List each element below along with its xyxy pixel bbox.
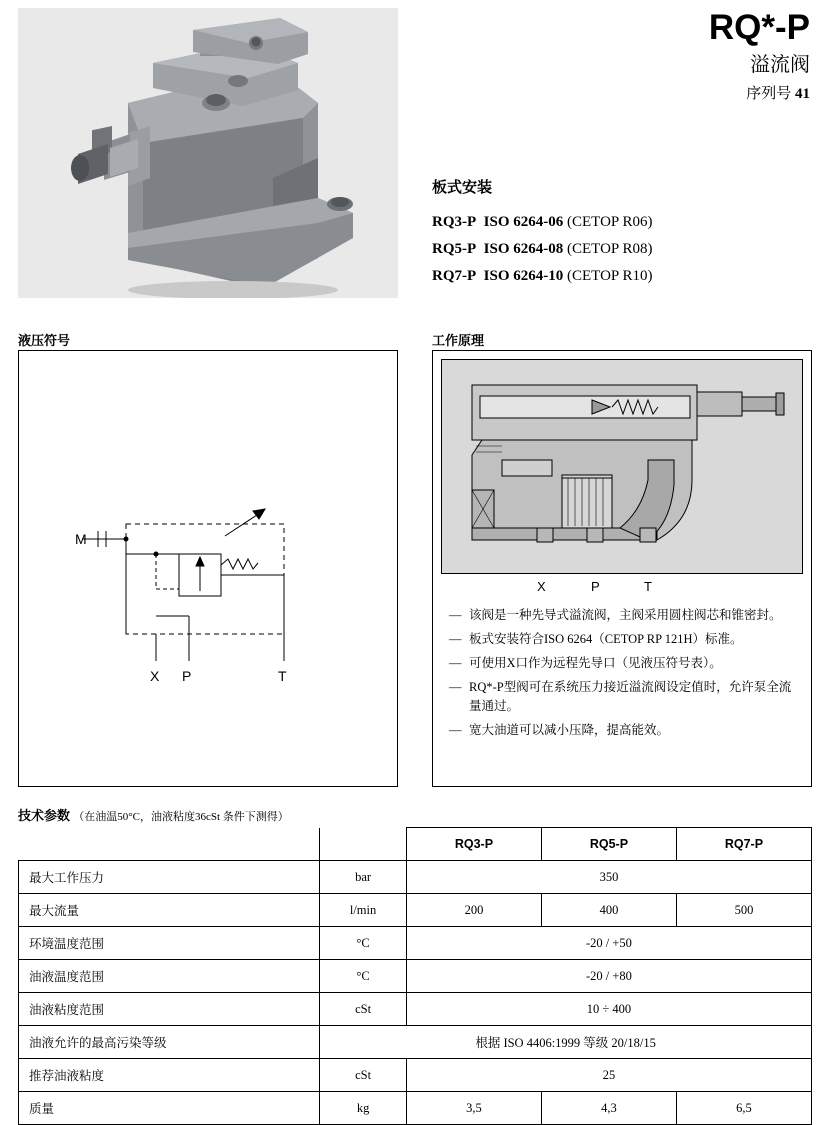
title-block <box>410 8 810 106</box>
working-principle-box <box>432 350 812 787</box>
row-value-all: -20 / +50 <box>406 927 811 960</box>
symbol-section-label: 液压符号 <box>18 333 71 348</box>
mounting-row <box>432 209 652 236</box>
principle-section-label: 工作原理 <box>432 333 485 348</box>
row-unit: cSt <box>320 993 407 1026</box>
row-label: 质量 <box>19 1092 320 1125</box>
list-item <box>447 678 799 716</box>
mounting-row <box>432 263 652 290</box>
bullet-text: 板式安装符合ISO 6264（CETOP RP 121H）标准。 <box>469 632 743 646</box>
row-label: 油液温度范围 <box>19 960 320 993</box>
row-value-rq5p: 400 <box>541 894 676 927</box>
row-unit: kg <box>320 1092 407 1125</box>
mounting-block <box>432 175 652 290</box>
bullet-text: 该阀是一种先导式溢流阀，主阀采用圆柱阀芯和锥密封。 <box>469 608 782 622</box>
row-value-all: 25 <box>406 1059 811 1092</box>
bullet-dash: — <box>449 608 462 622</box>
cutaway-port-x-label: X <box>537 579 546 594</box>
mounting-cetop: (CETOP R06) <box>567 214 653 230</box>
row-unit: l/min <box>320 894 407 927</box>
bullet-text: 可使用X口作为远程先导口（见液压符号表）。 <box>469 656 722 670</box>
bullet-dash: — <box>449 680 462 694</box>
principle-bullet-list <box>447 606 799 745</box>
table-header-row <box>19 828 812 861</box>
row-unit: cSt <box>320 1059 407 1092</box>
page-title: RQ*-P <box>708 8 810 47</box>
table-row <box>19 927 812 960</box>
tech-params-note: （在油温50°C，油液粘度36cSt 条件下测得） <box>73 811 289 823</box>
bullet-dash: — <box>449 632 462 646</box>
bullet-text: 宽大油道可以减小压降，提高能效。 <box>469 723 670 737</box>
table-row <box>19 960 812 993</box>
cutaway-port-t-label: T <box>644 579 652 594</box>
row-label: 油液允许的最高污染等级 <box>19 1026 320 1059</box>
row-value-rq7p: 6,5 <box>676 1092 811 1125</box>
mounting-row <box>432 236 652 263</box>
valve-cutaway-drawing <box>441 359 803 574</box>
tech-params-title: 技术参数 <box>18 808 71 823</box>
mounting-model: RQ3-P <box>432 214 477 230</box>
valve-photo-svg <box>18 8 398 298</box>
symbol-port-m-label: M <box>75 531 87 547</box>
row-label: 推荐油液粘度 <box>19 1059 320 1092</box>
mounting-model: RQ5-P <box>432 241 477 257</box>
table-row <box>19 1059 812 1092</box>
mounting-iso: ISO 6264-06 <box>483 214 564 230</box>
row-label: 最大工作压力 <box>19 861 320 894</box>
bullet-text: RQ*-P型阀可在系统压力接近溢流阀设定值时，允许泵全流量通过。 <box>469 680 792 713</box>
table-row <box>19 1026 812 1059</box>
table-header-blank <box>19 828 320 861</box>
serial-line <box>410 82 810 106</box>
row-value-rq3p: 3,5 <box>406 1092 541 1125</box>
column-header-rq3p: RQ3-P <box>406 828 541 861</box>
list-item <box>447 606 799 625</box>
page-header <box>0 0 830 310</box>
hydraulic-symbol-diagram <box>19 351 397 786</box>
symbol-port-p-label: P <box>182 668 192 684</box>
product-photo-image <box>18 8 398 298</box>
cutaway-port-p-label: P <box>591 579 600 594</box>
row-unit: °C <box>320 927 407 960</box>
table-row <box>19 993 812 1026</box>
column-header-rq5p: RQ5-P <box>541 828 676 861</box>
row-value-rq7p: 500 <box>676 894 811 927</box>
row-unit: °C <box>320 960 407 993</box>
row-value-rq3p: 200 <box>406 894 541 927</box>
valve-cutaway-svg <box>442 360 802 573</box>
mounting-title: 板式安装 <box>432 180 493 196</box>
list-item <box>447 630 799 649</box>
list-item <box>447 721 799 740</box>
table-row <box>19 1092 812 1125</box>
table-row <box>19 894 812 927</box>
symbol-port-t-label: T <box>278 668 287 684</box>
row-unit: bar <box>320 861 407 894</box>
bullet-dash: — <box>449 656 462 670</box>
page-subtitle: 溢流阀 <box>750 54 810 76</box>
row-value-all: -20 / +80 <box>406 960 811 993</box>
mounting-cetop: (CETOP R10) <box>567 268 653 284</box>
table-row <box>19 861 812 894</box>
serial-label: 序列号 <box>746 86 792 102</box>
mounting-iso: ISO 6264-10 <box>483 268 564 284</box>
column-header-rq7p: RQ7-P <box>676 828 811 861</box>
mounting-model: RQ7-P <box>432 268 477 284</box>
tech-params-header <box>18 805 289 824</box>
row-value-all: 根据 ISO 4406:1999 等级 20/18/15 <box>320 1026 812 1059</box>
row-value-rq5p: 4,3 <box>541 1092 676 1125</box>
list-item <box>447 654 799 673</box>
serial-number: 41 <box>795 86 810 102</box>
bullet-dash: — <box>449 723 462 737</box>
row-value-all: 350 <box>406 861 811 894</box>
row-value-all: 10 ÷ 400 <box>406 993 811 1026</box>
table-header-unit-blank <box>320 828 407 861</box>
hydraulic-symbol-box <box>18 350 398 787</box>
tech-params-table <box>18 827 812 1125</box>
symbol-port-x-label: X <box>150 668 160 684</box>
row-label: 最大流量 <box>19 894 320 927</box>
row-label: 油液粘度范围 <box>19 993 320 1026</box>
row-label: 环境温度范围 <box>19 927 320 960</box>
mounting-iso: ISO 6264-08 <box>483 241 564 257</box>
mounting-cetop: (CETOP R08) <box>567 241 653 257</box>
product-photo <box>18 8 398 298</box>
